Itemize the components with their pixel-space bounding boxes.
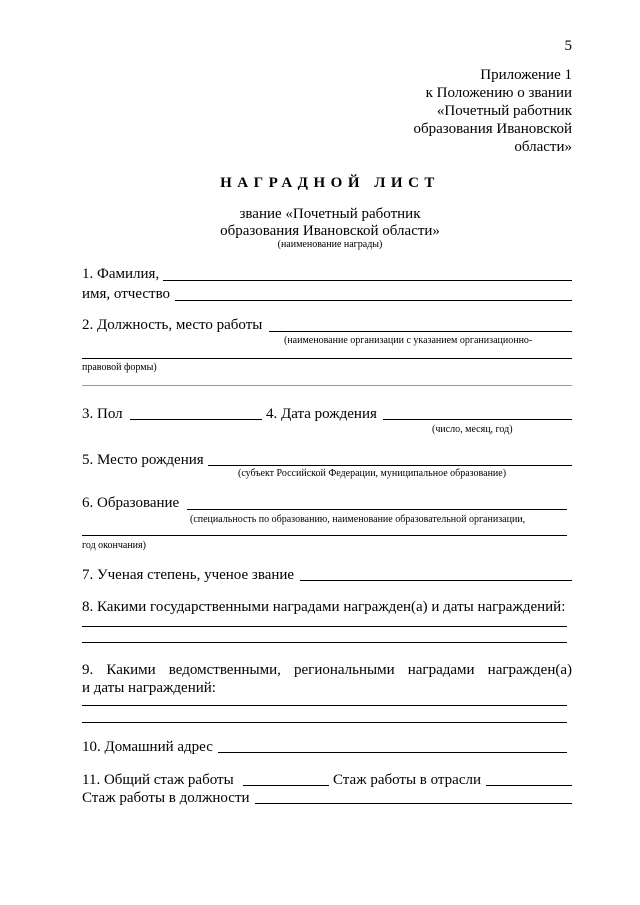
field-total-experience-line — [243, 785, 329, 786]
field-education-caption-b: год окончания) — [82, 540, 146, 551]
award-caption: (наименование награды) — [277, 239, 383, 250]
field-education-line — [187, 509, 567, 510]
appendix-line-1: Приложение 1 — [480, 67, 572, 83]
field-education-label: 6. Образование — [82, 495, 180, 511]
award-line-1: звание «Почетный работник — [239, 206, 421, 222]
field-name-line — [175, 300, 572, 301]
field-surname-label: 1. Фамилия, — [82, 266, 160, 282]
field-degree-line — [300, 580, 572, 581]
appendix-line-4: образования Ивановской — [413, 121, 572, 137]
field-position-experience-line — [255, 803, 572, 804]
field-total-experience-label: 11. Общий стаж работы — [82, 772, 234, 788]
field-position-line — [269, 331, 572, 332]
field-position-caption-a: (наименование организации с указанием организационно- — [284, 335, 533, 346]
field-sex-label: 3. Пол — [82, 406, 123, 422]
field-birthdate-label: 4. Дата рождения — [266, 406, 377, 422]
field-education-line-2 — [82, 535, 567, 536]
field-state-awards-label: 8. Какими государственными наградами награжден(а) и даты награждений: — [82, 599, 566, 615]
field-name-label: имя, отчество — [82, 286, 171, 302]
field-address-label: 10. Домашний адрес — [82, 739, 213, 755]
field-position-label: 2. Должность, место работы — [82, 317, 263, 333]
page-number: 5 — [564, 38, 572, 54]
field-birthplace-line — [208, 465, 572, 466]
award-line-2: образования Ивановской области» — [220, 223, 440, 239]
field-position-experience-label: Стаж работы в должности — [82, 790, 250, 806]
appendix-line-2: к Положению о звании — [425, 85, 572, 101]
field-state-awards-line-2 — [82, 642, 567, 643]
field-dept-awards-label-2: и даты награждений: — [82, 680, 216, 696]
field-state-awards-line-1 — [82, 626, 567, 627]
field-industry-experience-line — [486, 785, 572, 786]
field-education-caption-a: (специальность по образованию, наименование образовательной организации, — [190, 514, 526, 525]
field-dept-awards-line-1 — [82, 705, 567, 706]
appendix-line-3: «Почетный работник — [436, 103, 572, 119]
field-address-line — [218, 752, 567, 753]
field-position-caption-b: правовой формы) — [82, 362, 157, 373]
field-industry-experience-label: Стаж работы в отрасли — [333, 772, 481, 788]
document-title: НАГРАДНОЙ ЛИСТ — [220, 175, 440, 191]
field-birthdate-caption: (число, месяц, год) — [432, 424, 513, 435]
field-birthplace-caption: (субъект Российской Федерации, муниципальное образование) — [238, 468, 507, 479]
field-surname-line — [163, 280, 572, 281]
field-dept-awards-line-2 — [82, 722, 567, 723]
field-birthdate-line — [383, 419, 572, 420]
field-position-line-3 — [82, 385, 572, 386]
field-birthplace-label: 5. Место рождения — [82, 452, 204, 468]
appendix-block — [332, 66, 572, 156]
appendix-line-5: области» — [514, 139, 572, 155]
field-degree-label: 7. Ученая степень, ученое звание — [82, 567, 295, 583]
field-position-line-2 — [82, 358, 572, 359]
field-sex-line — [130, 419, 262, 420]
field-dept-awards-label-1: 9. Какими ведомственными, региональными наградами награжден(а) — [82, 662, 572, 678]
